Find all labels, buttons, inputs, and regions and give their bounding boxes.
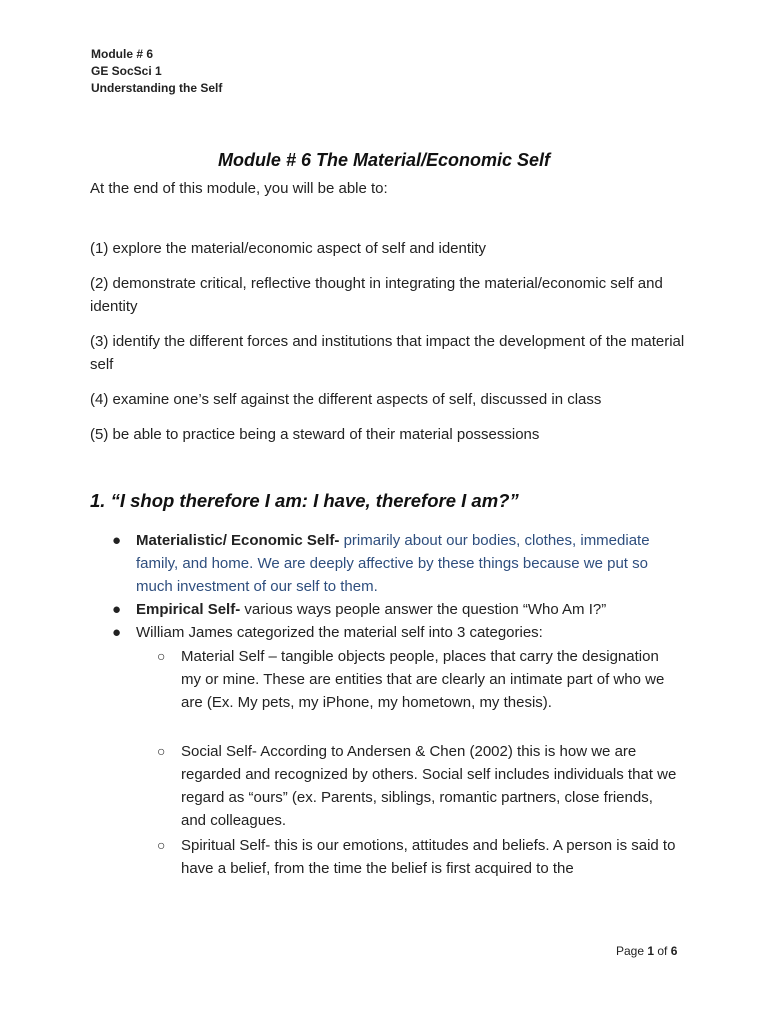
objective-item-3: (3) identify the different forces and institutions that impact the development of the material self: [90, 333, 685, 373]
bullet-term: Materialistic/ Economic Self-: [136, 532, 340, 549]
page-number-of: of: [654, 944, 671, 958]
header-course-code: GE SocSci 1: [91, 64, 162, 78]
bullet-item-empirical-self: [112, 598, 681, 621]
bullet-definition: various ways people answer the question “Who Am I?”: [240, 601, 607, 618]
bullet-dot-icon: ●: [112, 624, 122, 641]
objective-item-5: (5) be able to practice being a steward of their material possessions: [90, 426, 540, 443]
page-number-current: 1: [647, 944, 655, 958]
bullet-item-william-james: [112, 621, 681, 644]
bullet-definition: primarily about our bodies, clothes, immediate family, and home. We are deeply affective by these things because we put so much investment of our self to them.: [136, 532, 650, 595]
objective-item-4: (4) examine one’s self against the different aspects of self, discussed in class: [90, 391, 602, 408]
bullet-dot-icon: ●: [112, 532, 122, 549]
bullet-dot-icon: ●: [112, 601, 122, 618]
hollow-circle-bullet-icon: ○: [157, 648, 166, 664]
hollow-circle-bullet-icon: ○: [157, 837, 166, 853]
bullet-term: Empirical Self-: [136, 601, 241, 618]
objective-item-2: (2) demonstrate critical, reflective thought in integrating the material/economic self and identity: [90, 275, 663, 315]
module-title: Module # 6 The Material/Economic Self: [217, 150, 551, 170]
objectives-intro: At the end of this module, you will be able to:: [90, 180, 388, 197]
subbullet-spiritual-self: [157, 834, 681, 880]
section-heading: 1. “I shop therefore I am: I have, therefore I am?”: [90, 490, 519, 511]
subbullet-social-self: [157, 740, 681, 832]
subbullet-material-self: [157, 645, 681, 714]
objective-item-1: (1) explore the material/economic aspect of self and identity: [90, 240, 487, 257]
header-module-number: Module # 6: [91, 47, 154, 61]
header-course-title: Understanding the Self: [91, 81, 223, 95]
subbullet-text: Spiritual Self- this is our emotions, attitudes and beliefs. A person is said to have a belief, from the time the belief is first acquired to the: [181, 837, 676, 877]
subbullet-text: Material Self – tangible objects people, places that carry the designation my or mine. These are entities that are clearly an intimate part of who we are (Ex. My pets, my iPhone, my hometown, my thesis).: [181, 648, 665, 711]
bullet-item-material-economic-self: [112, 529, 681, 598]
subbullet-text: Social Self- According to Andersen & Chen (2002) this is how we are regarded and recognized by others. Social self includes individuals that we regard as “ours” (ex. Parents, siblings, romantic partners, close friends, and colleagues.: [181, 743, 677, 829]
page-number: [616, 944, 677, 958]
page-number-total: 6: [670, 944, 678, 958]
page-number-prefix: Page: [616, 944, 648, 958]
bullet-text: William James categorized the material self into 3 categories:: [136, 624, 543, 641]
hollow-circle-bullet-icon: ○: [157, 743, 166, 759]
document-header: [91, 46, 222, 97]
